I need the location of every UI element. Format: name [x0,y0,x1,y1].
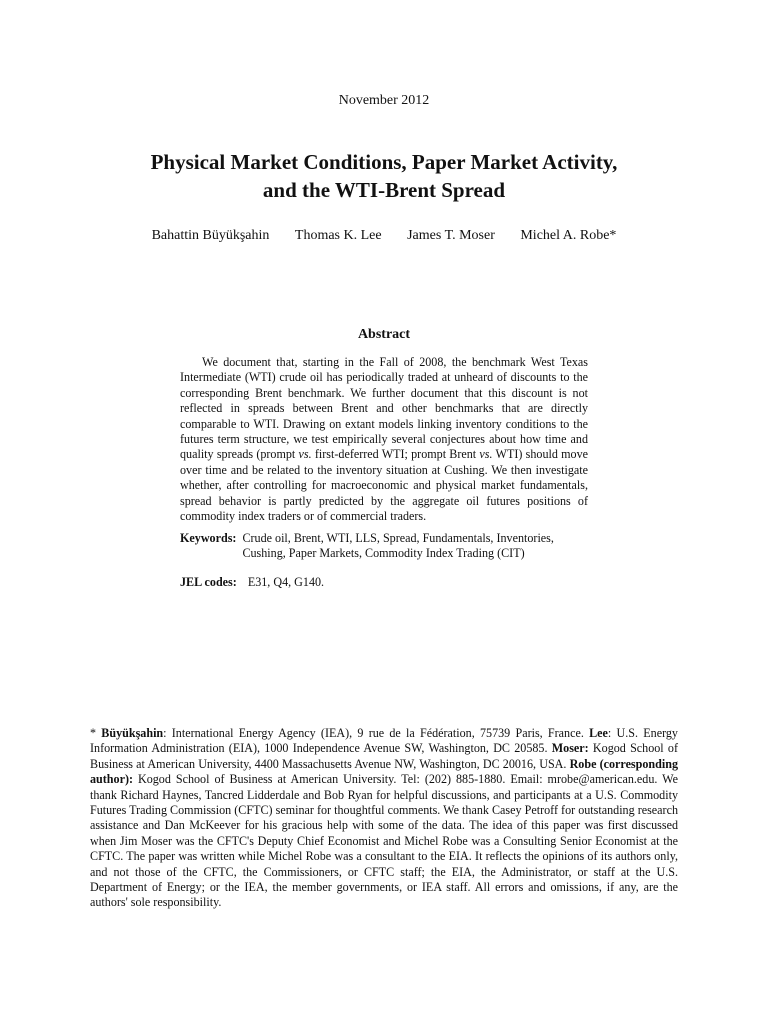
author-footnote [90,726,678,911]
author-list [0,228,768,244]
abstract-text-part: WTI) should move over time and be related to the inventory situation at Cushing. We then investigate whether, after controlling for macroeconomic and physical market fundamentals, spread behavior is partly predicted by the aggregate oil futures positions of commodity index traders or of commercial traders. [180,447,589,524]
jel-codes-block [180,575,600,590]
abstract-text [180,355,588,524]
publication-date: November 2012 [338,93,430,108]
footnote-name: Büyükşahin [101,726,164,740]
footnote-name: Robe (corresponding author): [90,756,678,787]
abstract-text-part: first-deferred WTI; prompt Brent [311,447,480,462]
title-line-2: and the WTI-Brent Spread [262,178,506,202]
abstract-heading: Abstract [357,327,411,342]
jel-codes-value: E31, Q4, G140. [247,575,325,589]
title-line-1: Physical Market Conditions, Paper Market Activity, [150,150,618,174]
abstract-text-part: We document that, starting in the Fall of 2008, the benchmark West Texas Intermediate (WTI) crude oil has periodically traded at unheard of discounts to the corresponding Brent benchmark. We further document that this discount is not reflected in spreads between Brent and other benchmarks that are directly comparable to WTI. Drawing on extant models linking inventory conditions to the futures term structure, we test empirically several conjectures about how time and quality spreads (prompt [180,355,588,462]
keywords-value: Crude oil, Brent, WTI, LLS, Spread, Fundamentals, Inventories, Cushing, Paper Markets, Commodity Index Trading (CIT) [242,531,554,561]
footnote-text: Kogod School of Business at American University. Tel: (202) 885-1880. Email: mrobe@american.edu. We thank Richard Haynes, Tancred Lidderdale and Bob Ryan for helpful discussions, and participants at a U.S. Commodity Futures Trading Commission (CFTC) seminar for thoughtful comments. We thank Casey Petroff for outstanding research assistance and Dan McKeever for his gracious help with some of the data. The idea of this paper was first discussed when Jim Moser was the CFTC's Deputy Chief Economist and Michel Robe was a Consulting Senior Economist at the CFTC. The paper was written while Michel Robe was a consultant to the EIA. It reflects the opinions of its authors only, and not those of the CFTC, the Commissioners, or CFTC staff; the EIA, the Administrator, or staff at the U.S. Department of Energy; or the IEA, the member governments, or IEA staff. All errors and omissions, if any, are the authors' sole responsibility. [90,772,678,910]
author-name: James T. Moser [407,228,495,243]
footnote-text: : International Energy Agency (IEA), 9 rue de la Fédération, 75739 Paris, France. [163,726,590,740]
footnote-text: Kogod School of Business at American University, 4400 Massachusetts Avenue NW, Washington, DC 20016, USA. [90,741,678,771]
author-name: Michel A. Robe* [520,228,617,243]
paper-title [0,148,768,204]
abstract-vs-italic: vs. [298,447,312,462]
keywords-label: Keywords: [180,531,237,545]
footnote-name: Lee [589,726,608,740]
author-name: Thomas K. Lee [294,228,382,243]
footnote-text: : U.S. Energy Information Administration (EIA), 1000 Independence Avenue SW, Washington, DC 20585. [90,726,678,756]
footnote-star: * [90,726,102,740]
footnote-name: Moser: [551,741,589,756]
abstract-vs-italic: vs. [479,447,493,462]
author-name: Bahattin Büyükşahin [151,228,270,243]
jel-codes-label: JEL codes: [180,575,237,589]
keywords-block [180,531,600,562]
